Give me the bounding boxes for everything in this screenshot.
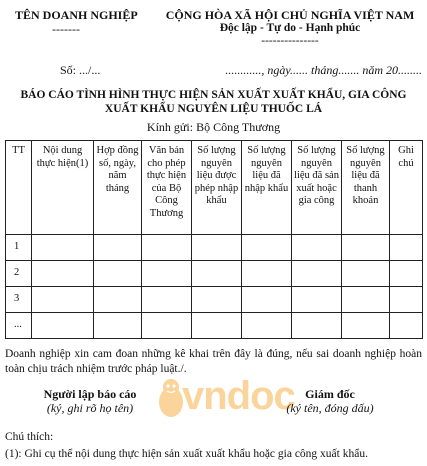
signer-right-title: Giám đốc: [305, 387, 355, 401]
table-cell: [242, 313, 292, 339]
document-number: Số: .../...: [60, 63, 101, 77]
row-number: ...: [6, 313, 32, 339]
row-number: 2: [6, 261, 32, 287]
company-name: TÊN DOANH NGHIỆP: [15, 8, 138, 22]
motto-dashes: ---------------: [261, 35, 319, 47]
table-cell: [94, 287, 142, 313]
report-table: [5, 140, 423, 339]
table-cell: [142, 235, 192, 261]
table-row: [6, 235, 423, 261]
table-row: [6, 313, 423, 339]
row-number: 3: [6, 287, 32, 313]
table-cell: [32, 287, 94, 313]
table-cell: [192, 313, 242, 339]
table-row: [6, 287, 423, 313]
table-cell: [342, 313, 390, 339]
signer-right-note: (ký tên, đóng dấu): [286, 401, 374, 415]
table-cell: [292, 287, 342, 313]
header-notes: Ghi chú: [390, 141, 423, 235]
header-produced-qty: Số lượng nguyên liệu đã sản xuất hoặc gia công: [292, 141, 342, 235]
report-title-line2: XUẤT KHẨU NGUYÊN LIỆU THUỐC LÁ: [104, 103, 323, 115]
table-cell: [142, 287, 192, 313]
company-dashes: -------: [52, 22, 80, 36]
header-allowed-qty: Số lượng nguyên liệu được phép nhập khẩu: [192, 141, 242, 235]
table-cell: [292, 261, 342, 287]
table-header-row: [6, 141, 423, 235]
table-cell: [94, 313, 142, 339]
notes-heading: Chú thích:: [5, 431, 54, 443]
table-cell: [390, 235, 423, 261]
table-cell: [242, 261, 292, 287]
table-cell: [192, 235, 242, 261]
national-motto: Độc lập - Tự do - Hạnh phúc: [219, 22, 361, 34]
report-title-line1: BÁO CÁO TÌNH HÌNH THỰC HIỆN SẢN XUẤT XUẤT KHẨU, GIA CÔNG: [20, 89, 407, 101]
header-tt: TT: [6, 141, 32, 235]
table-cell: [192, 287, 242, 313]
table-cell: [342, 287, 390, 313]
table-cell: [292, 235, 342, 261]
signer-left-title: Người lập báo cáo: [43, 387, 137, 401]
table-cell: [390, 287, 423, 313]
row-number: 1: [6, 235, 32, 261]
table-cell: [142, 313, 192, 339]
notes-item-1: (1): Ghi cụ thể nội dung thực hiện sản xuất xuất khẩu hoặc gia công xuất khẩu.: [5, 448, 368, 460]
table-cell: [242, 235, 292, 261]
header-contract: Hợp đồng số, ngày, năm tháng: [94, 141, 142, 235]
header-permit: Văn bản cho phép thực hiện của Bộ Công Thương: [142, 141, 192, 235]
table-cell: [94, 261, 142, 287]
commitment-text: Doanh nghiệp xin cam đoan những kê khai trên đây là đúng, nếu sai doanh nghiệp hoàn toàn chịu trách nhiệm trước pháp luật./.: [5, 348, 422, 375]
table-cell: [342, 261, 390, 287]
table-cell: [292, 313, 342, 339]
table-cell: [390, 313, 423, 339]
table-cell: [32, 313, 94, 339]
table-cell: [242, 287, 292, 313]
watermark-text: vndoc: [182, 374, 295, 418]
table-cell: [32, 235, 94, 261]
table-row: [6, 261, 423, 287]
header-liquidated-qty: Số lượng nguyên liệu đã thanh khoản: [342, 141, 390, 235]
recipient: Kính gửi: Bộ Công Thương: [146, 120, 281, 134]
table-cell: [142, 261, 192, 287]
document-date: ............, ngày...... tháng....... năm 20........: [225, 63, 422, 77]
table-cell: [192, 261, 242, 287]
table-cell: [94, 235, 142, 261]
header-content: Nội dung thực hiện(1): [32, 141, 94, 235]
table-cell: [32, 261, 94, 287]
table-cell: [342, 235, 390, 261]
signer-left-note: (ký, ghi rõ họ tên): [46, 401, 134, 415]
country-name: CỘNG HÒA XÃ HỘI CHỦ NGHĨA VIỆT NAM: [165, 8, 415, 22]
header-imported-qty: Số lượng nguyên liệu đã nhập khẩu: [242, 141, 292, 235]
table-cell: [390, 261, 423, 287]
